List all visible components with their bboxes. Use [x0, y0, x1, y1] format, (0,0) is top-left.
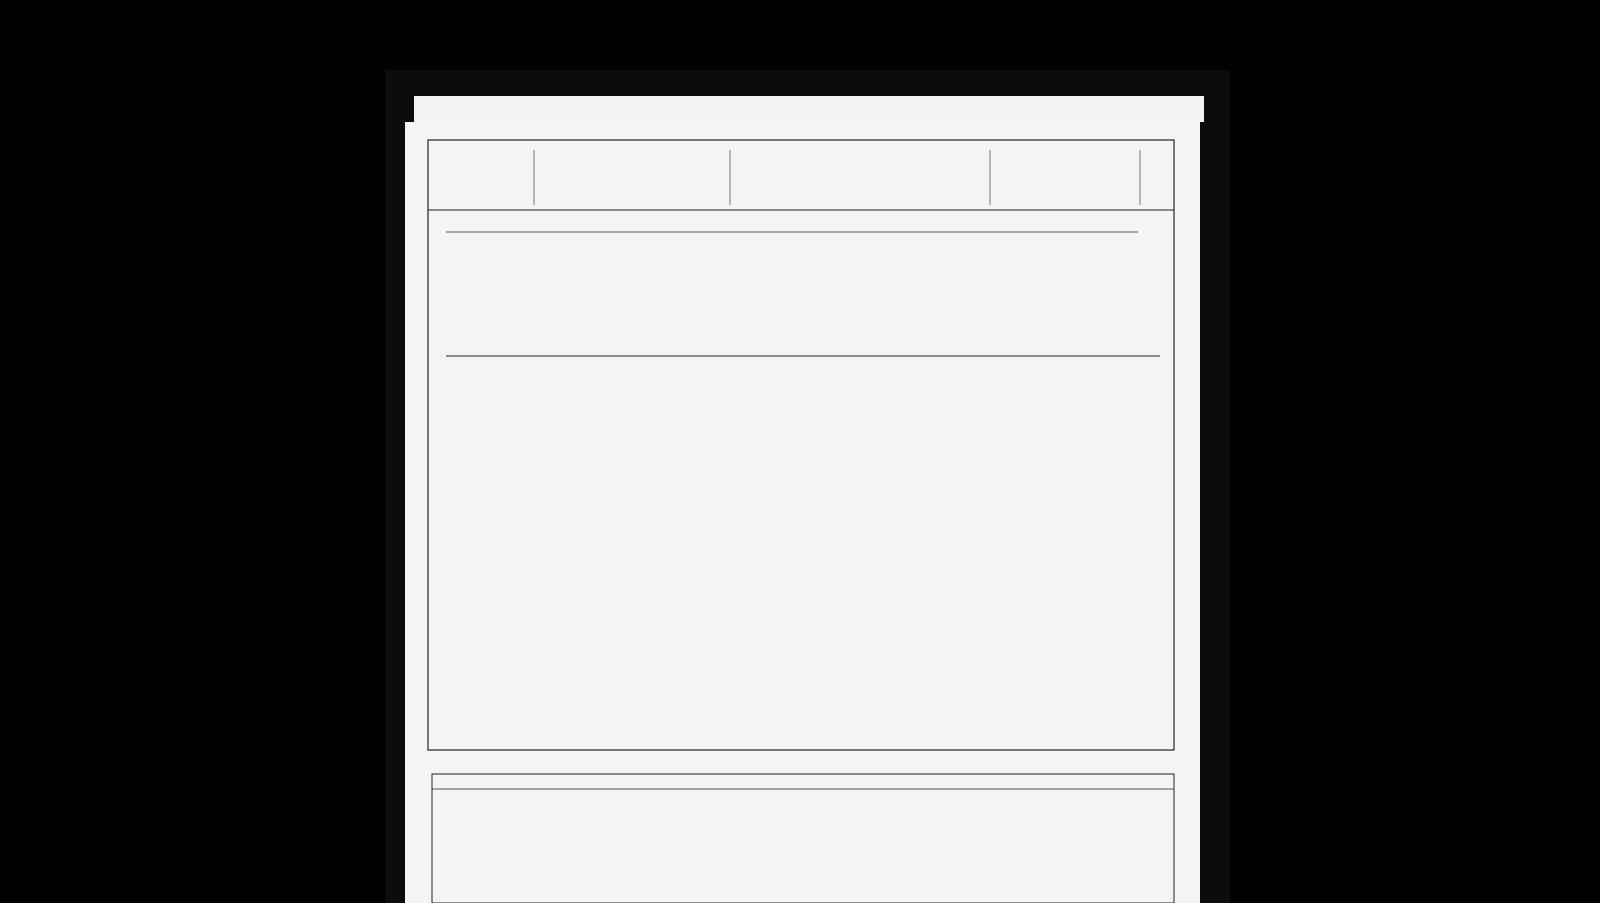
folded-strip	[414, 96, 1204, 122]
sample-section	[432, 774, 1174, 903]
